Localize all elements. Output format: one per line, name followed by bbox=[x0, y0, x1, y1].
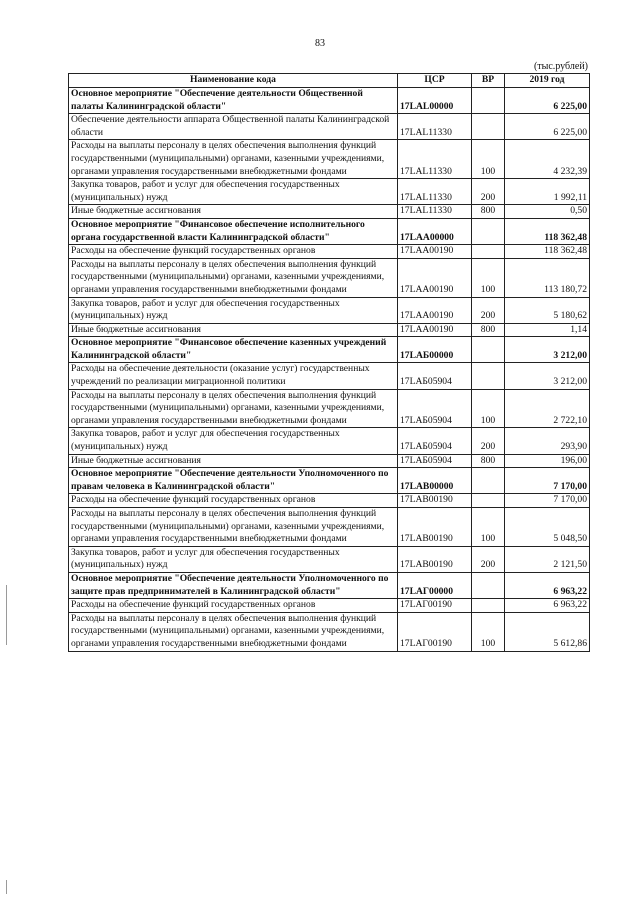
row-name: Основное мероприятие "Обеспечение деятельности Уполномоченного по защите прав предпринимателей в Калининградской области" bbox=[69, 572, 398, 598]
table-row bbox=[69, 363, 590, 389]
page-number: 83 bbox=[315, 38, 325, 49]
row-csr: 17LAB00000 bbox=[398, 468, 472, 494]
table-row bbox=[69, 508, 590, 547]
row-vr bbox=[472, 599, 505, 613]
row-csr: 17LAL11330 bbox=[398, 179, 472, 205]
table-row bbox=[69, 389, 590, 428]
row-amount: 6 963,22 bbox=[505, 599, 590, 613]
row-vr: 800 bbox=[472, 323, 505, 337]
row-amount: 196,00 bbox=[505, 454, 590, 468]
row-vr bbox=[472, 494, 505, 508]
table-row bbox=[69, 323, 590, 337]
row-name: Обеспечение деятельности аппарата Общественной палаты Калининградской области bbox=[69, 114, 398, 140]
row-amount: 2 121,50 bbox=[505, 546, 590, 572]
table-row bbox=[69, 258, 590, 297]
row-amount: 3 212,00 bbox=[505, 337, 590, 363]
margin-mark bbox=[6, 880, 7, 894]
table-row bbox=[69, 546, 590, 572]
row-amount: 1,14 bbox=[505, 323, 590, 337]
row-name: Расходы на обеспечение функций государственных органов bbox=[69, 245, 398, 259]
row-vr: 100 bbox=[472, 612, 505, 651]
row-csr: 17LAA00190 bbox=[398, 297, 472, 323]
row-csr: 17LAБ05904 bbox=[398, 428, 472, 454]
table-row bbox=[69, 494, 590, 508]
row-vr: 100 bbox=[472, 258, 505, 297]
table-row bbox=[69, 572, 590, 598]
row-csr: 17LAB00190 bbox=[398, 508, 472, 547]
row-name: Расходы на выплаты персоналу в целях обеспечения выполнения функций государственными (муниципальными) органами, казенными учреждениями, органами управления государственными внебюджетными фондами bbox=[69, 612, 398, 651]
row-csr: 17LAБ05904 bbox=[398, 363, 472, 389]
row-name: Основное мероприятие "Финансовое обеспечение казенных учреждений Калининградской области" bbox=[69, 337, 398, 363]
row-csr: 17LAГ00190 bbox=[398, 612, 472, 651]
row-amount: 3 212,00 bbox=[505, 363, 590, 389]
row-csr: 17LAБ05904 bbox=[398, 389, 472, 428]
row-amount: 7 170,00 bbox=[505, 494, 590, 508]
row-name: Расходы на выплаты персоналу в целях обеспечения выполнения функций государственными (муниципальными) органами, казенными учреждениями, органами управления государственными внебюджетными фондами bbox=[69, 258, 398, 297]
table-header-row bbox=[69, 74, 590, 88]
row-vr bbox=[472, 245, 505, 259]
row-vr: 200 bbox=[472, 179, 505, 205]
row-vr bbox=[472, 218, 505, 244]
table-row bbox=[69, 218, 590, 244]
row-csr: 17LAL00000 bbox=[398, 88, 472, 114]
row-vr: 800 bbox=[472, 205, 505, 219]
row-csr: 17LAL11330 bbox=[398, 114, 472, 140]
row-csr: 17LAB00190 bbox=[398, 546, 472, 572]
row-vr: 100 bbox=[472, 140, 505, 179]
row-amount: 0,50 bbox=[505, 205, 590, 219]
row-name: Основное мероприятие "Обеспечение деятельности Уполномоченного по правам человека в Калининградской области" bbox=[69, 468, 398, 494]
row-csr: 17LAB00190 bbox=[398, 494, 472, 508]
row-csr: 17LAL11330 bbox=[398, 205, 472, 219]
row-amount: 6 225,00 bbox=[505, 114, 590, 140]
units-label: (тыс.рублей) bbox=[533, 61, 588, 72]
table-row bbox=[69, 245, 590, 259]
row-name: Расходы на обеспечение деятельности (оказание услуг) государственных учреждений по реализации миграционной политики bbox=[69, 363, 398, 389]
row-vr: 100 bbox=[472, 508, 505, 547]
row-name: Расходы на обеспечение функций государственных органов bbox=[69, 494, 398, 508]
row-name: Расходы на выплаты персоналу в целях обеспечения выполнения функций государственными (муниципальными) органами, казенными учреждениями, органами управления государственными внебюджетными фондами bbox=[69, 140, 398, 179]
table-row bbox=[69, 612, 590, 651]
row-amount: 4 232,39 bbox=[505, 140, 590, 179]
row-csr: 17LAA00190 bbox=[398, 245, 472, 259]
header-name: Наименование кода bbox=[69, 74, 398, 88]
row-csr: 17LAГ00190 bbox=[398, 599, 472, 613]
table-row bbox=[69, 337, 590, 363]
row-name: Расходы на выплаты персоналу в целях обеспечения выполнения функций государственными (муниципальными) органами, казенными учреждениями, органами управления государственными внебюджетными фондами bbox=[69, 389, 398, 428]
table-row bbox=[69, 179, 590, 205]
row-amount: 113 180,72 bbox=[505, 258, 590, 297]
row-vr: 200 bbox=[472, 297, 505, 323]
row-vr bbox=[472, 88, 505, 114]
table-row bbox=[69, 454, 590, 468]
row-csr: 17LAГ00000 bbox=[398, 572, 472, 598]
row-csr: 17LAБ00000 bbox=[398, 337, 472, 363]
row-amount: 7 170,00 bbox=[505, 468, 590, 494]
table-row bbox=[69, 140, 590, 179]
row-vr: 800 bbox=[472, 454, 505, 468]
row-amount: 1 992,11 bbox=[505, 179, 590, 205]
row-csr: 17LAA00000 bbox=[398, 218, 472, 244]
row-amount: 6 963,22 bbox=[505, 572, 590, 598]
row-name: Основное мероприятие "Финансовое обеспечение исполнительного органа государственной власти Калининградской области" bbox=[69, 218, 398, 244]
table-body bbox=[69, 88, 590, 652]
table-row bbox=[69, 205, 590, 219]
row-name: Закупка товаров, работ и услуг для обеспечения государственных (муниципальных) нужд bbox=[69, 297, 398, 323]
row-amount: 2 722,10 bbox=[505, 389, 590, 428]
row-vr: 200 bbox=[472, 546, 505, 572]
row-csr: 17LAL11330 bbox=[398, 140, 472, 179]
row-amount: 118 362,48 bbox=[505, 218, 590, 244]
row-amount: 5 048,50 bbox=[505, 508, 590, 547]
row-name: Иные бюджетные ассигнования bbox=[69, 454, 398, 468]
table-row bbox=[69, 88, 590, 114]
row-vr bbox=[472, 114, 505, 140]
header-vr: ВР bbox=[472, 74, 505, 88]
row-amount: 6 225,00 bbox=[505, 88, 590, 114]
row-vr: 200 bbox=[472, 428, 505, 454]
row-csr: 17LAA00190 bbox=[398, 323, 472, 337]
row-csr: 17LAA00190 bbox=[398, 258, 472, 297]
row-amount: 118 362,48 bbox=[505, 245, 590, 259]
header-year: 2019 год bbox=[505, 74, 590, 88]
table-row bbox=[69, 114, 590, 140]
row-amount: 293,90 bbox=[505, 428, 590, 454]
row-amount: 5 612,86 bbox=[505, 612, 590, 651]
row-name: Закупка товаров, работ и услуг для обеспечения государственных (муниципальных) нужд bbox=[69, 546, 398, 572]
row-name: Закупка товаров, работ и услуг для обеспечения государственных (муниципальных) нужд bbox=[69, 179, 398, 205]
row-vr bbox=[472, 572, 505, 598]
row-vr bbox=[472, 337, 505, 363]
margin-mark bbox=[6, 585, 7, 645]
row-name: Расходы на обеспечение функций государственных органов bbox=[69, 599, 398, 613]
table-row bbox=[69, 468, 590, 494]
budget-table bbox=[68, 73, 590, 652]
table-row bbox=[69, 599, 590, 613]
row-name: Иные бюджетные ассигнования bbox=[69, 323, 398, 337]
table-row bbox=[69, 428, 590, 454]
row-name: Закупка товаров, работ и услуг для обеспечения государственных (муниципальных) нужд bbox=[69, 428, 398, 454]
row-name: Иные бюджетные ассигнования bbox=[69, 205, 398, 219]
row-vr: 100 bbox=[472, 389, 505, 428]
table-row bbox=[69, 297, 590, 323]
row-amount: 5 180,62 bbox=[505, 297, 590, 323]
row-vr bbox=[472, 468, 505, 494]
row-csr: 17LAБ05904 bbox=[398, 454, 472, 468]
row-name: Основное мероприятие "Обеспечение деятельности Общественной палаты Калининградской области" bbox=[69, 88, 398, 114]
row-vr bbox=[472, 363, 505, 389]
row-name: Расходы на выплаты персоналу в целях обеспечения выполнения функций государственными (муниципальными) органами, казенными учреждениями, органами управления государственными внебюджетными фондами bbox=[69, 508, 398, 547]
header-csr: ЦСР bbox=[398, 74, 472, 88]
